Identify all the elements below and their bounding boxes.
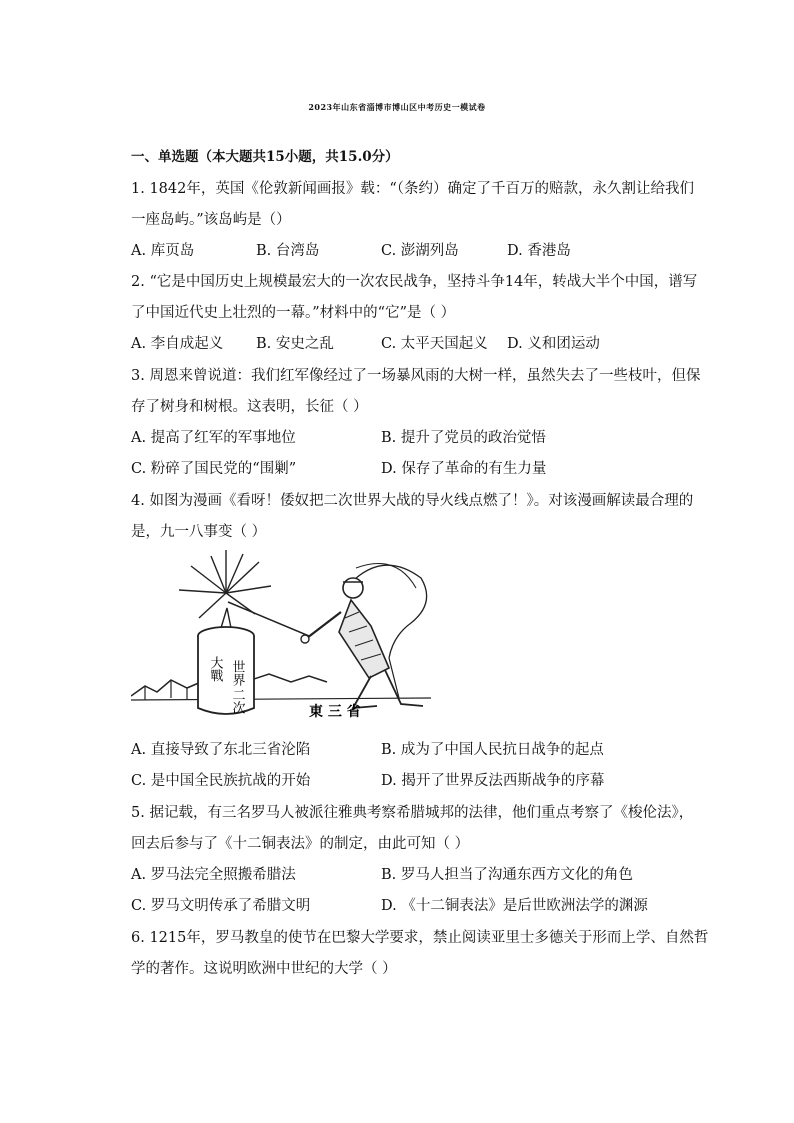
q6-line2: 学的著作。这说明欧洲中世纪的大学（ ） xyxy=(131,961,397,977)
q5-line1: 5. 据记载，有三名罗马人被派往雅典考察希腊城邦的法律，他们重点考察了《梭伦法》， xyxy=(131,805,694,821)
q6-line1: 6. 1215年，罗马教皇的使节在巴黎大学要求，禁止阅读亚里士多德关于形而上学、自然哲 xyxy=(131,930,709,946)
q5-option-c: C. 罗马文明传承了希腊文明 xyxy=(131,898,311,914)
q3-line1: 3. 周恩来曾说道：我们红军像经过了一场暴风雨的大树一样，虽然失去了一些枝叶，但保 xyxy=(131,368,701,384)
firecracker-drum xyxy=(198,608,254,714)
q1-option-d: D. 香港岛 xyxy=(507,243,571,259)
q3-line2: 存了树身和树根。这表明，长征（ ） xyxy=(131,399,368,415)
cartoon-svg xyxy=(131,548,431,724)
exam-title: 2023年山东省淄博市博山区中考历史一模试卷 xyxy=(308,102,486,112)
q5-line2: 回去后参与了《十二铜表法》的制定，由此可知（ ） xyxy=(131,836,470,852)
q3-option-a: A. 提高了红军的军事地位 xyxy=(131,430,296,446)
q4-option-c: C. 是中国全民族抗战的开始 xyxy=(131,773,311,789)
drum-text-col2: 大戰 xyxy=(207,656,223,682)
q1-line1: 1. 1842年，英国《伦敦新闻画报》载：“（条约）确定了千百万的赔款，永久割让给我们 xyxy=(131,181,695,197)
q4-option-a: A. 直接导致了东北三省沦陷 xyxy=(131,742,311,758)
q1-option-b: B. 台湾岛 xyxy=(256,243,320,259)
q5-option-a: A. 罗马法完全照搬希腊法 xyxy=(131,867,296,883)
q2-line2: 了中国近代史上壮烈的一幕。”材料中的“它”是（ ） xyxy=(131,305,456,321)
q5-option-d: D. 《十二铜表法》是后世欧洲法学的渊源 xyxy=(381,898,648,914)
q2-option-c: C. 太平天国起义 xyxy=(381,336,488,352)
q1-option-c: C. 澎湖列岛 xyxy=(381,243,459,259)
q1-option-a: A. 库页岛 xyxy=(131,243,195,259)
q3-option-d: D. 保存了革命的有生力量 xyxy=(381,461,547,477)
section-heading: 一、单选题（本大题共15小题，共15.0分） xyxy=(131,149,399,165)
q4-option-d: D. 揭开了世界反法西斯战争的序幕 xyxy=(381,773,605,789)
q4-option-b: B. 成为了中国人民抗日战争的起点 xyxy=(381,742,604,758)
q3-option-c: C. 粉碎了国民党的“围剿” xyxy=(131,461,297,477)
figure-lighting-fuse xyxy=(301,564,427,709)
q2-option-b: B. 安史之乱 xyxy=(256,336,334,352)
q1-line2: 一座岛屿。”该岛屿是（） xyxy=(131,212,291,228)
ground-label: 東 三 省 xyxy=(309,704,361,720)
q2-line1: 2. “它是中国历史上规模最宏大的一次农民战争，坚持斗争14年，转战大半个中国，谱写 xyxy=(131,274,698,290)
q2-option-d: D. 义和团运动 xyxy=(507,336,600,352)
q5-option-b: B. 罗马人担当了沟通东西方文化的角色 xyxy=(381,867,633,883)
q4-line2: 是，九一八事变（ ） xyxy=(131,524,267,540)
q2-option-a: A. 李自成起义 xyxy=(131,336,224,352)
drum-text-col3: 二次 xyxy=(229,688,245,714)
drum-text-col1: 世界 xyxy=(229,660,245,686)
q4-line1: 4. 如图为漫画《看呀！倭奴把二次世界大战的导火线点燃了！》。对该漫画解读最合理的 xyxy=(131,493,694,509)
q3-option-b: B. 提升了党员的政治觉悟 xyxy=(381,430,546,446)
cartoon-illustration xyxy=(131,548,431,724)
